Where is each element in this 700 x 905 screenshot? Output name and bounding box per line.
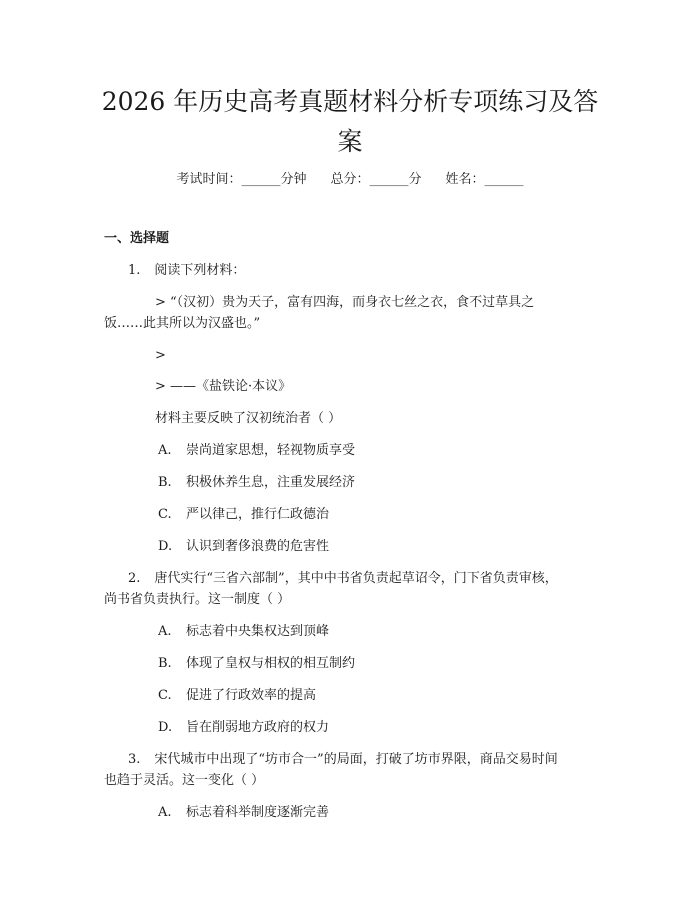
option-text: 崇尚道家思想，轻视物质享受 <box>186 443 356 458</box>
option-letter: B. <box>158 475 172 490</box>
option-text: 旨在削弱地方政府的权力 <box>186 720 330 735</box>
option-b <box>158 473 355 493</box>
title-line-2: 案 <box>337 127 363 156</box>
option-text: 标志着中央集权达到顶峰 <box>186 624 330 639</box>
question-text: 唐代实行“三省六部制”，其中中书省负责起草诏令，门下省负责审核， <box>154 571 558 586</box>
page-title <box>60 82 640 162</box>
option-c <box>158 505 329 525</box>
question-2-stem-cont: 尚书省负责执行。这一制度（ ） <box>104 592 291 607</box>
option-letter: C. <box>158 688 172 703</box>
option-letter: A. <box>158 443 172 458</box>
question-number: 2. <box>128 571 141 586</box>
option-letter: B. <box>158 656 172 671</box>
option-text: 促进了行政效率的提高 <box>186 688 317 703</box>
quote-blank-line: > <box>155 348 166 363</box>
exam-time-field: 考试时间：______分钟 <box>176 172 307 187</box>
question-text: 宋代城市中出现了“坊市合一”的局面，打破了坊市界限，商品交易时间 <box>154 752 558 767</box>
total-score-field: 总分：______分 <box>330 172 422 187</box>
option-letter: D. <box>158 720 173 735</box>
option-text: 积极休养生息，注重发展经济 <box>186 475 356 490</box>
option-a <box>158 803 329 823</box>
question-1-stem <box>128 261 245 281</box>
question-3-stem-cont: 也趋于灵活。这一变化（ ） <box>104 773 265 788</box>
option-text: 认识到奢侈浪费的危害性 <box>186 539 330 554</box>
quote-source: > ——《盐铁论·本议》 <box>155 379 292 394</box>
option-text: 严以律己，推行仁政德治 <box>186 507 330 522</box>
question-2-stem <box>128 569 558 589</box>
question-number: 3. <box>128 752 141 767</box>
quote-line-1: > “（汉初）贵为天子，富有四海，而身衣七丝之衣，食不过草具之 <box>155 295 535 310</box>
student-name-field: 姓名：______ <box>445 172 524 187</box>
option-d <box>158 718 329 738</box>
question-3-stem <box>128 750 558 770</box>
option-letter: A. <box>158 805 172 820</box>
option-letter: C. <box>158 507 172 522</box>
question-1-prompt: 材料主要反映了汉初统治者（ ） <box>155 411 342 426</box>
quote-line-2: 饭……此其所以为汉盛也。” <box>104 316 261 331</box>
option-b <box>158 654 355 674</box>
question-number: 1. <box>128 263 141 278</box>
option-a <box>158 622 329 642</box>
option-letter: D. <box>158 539 173 554</box>
option-text: 标志着科举制度逐渐完善 <box>186 805 330 820</box>
option-a <box>158 441 355 461</box>
option-letter: A. <box>158 624 172 639</box>
title-line-1: 2026 年历史高考真题材料分析专项练习及答 <box>101 87 599 116</box>
exam-meta <box>0 170 700 190</box>
option-text: 体现了皇权与相权的相互制约 <box>186 656 356 671</box>
option-d <box>158 537 329 557</box>
question-text: 阅读下列材料： <box>154 263 246 278</box>
section-heading: 一、选择题 <box>104 231 170 246</box>
option-c <box>158 686 316 706</box>
